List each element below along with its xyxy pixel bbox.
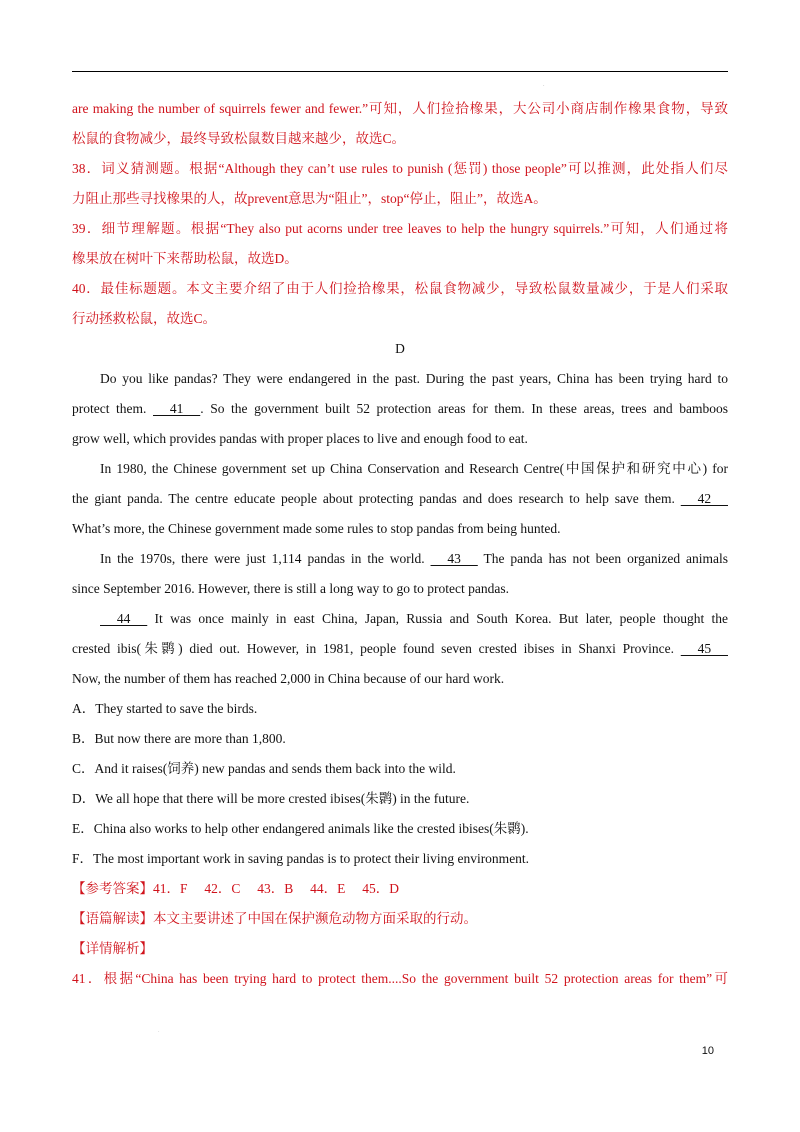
section-label: D	[395, 341, 405, 356]
passage-line: Do you like pandas? They were endangered in the past. During the past years, China has been trying hard to	[100, 371, 728, 386]
passage-text: The panda has not been organized animals	[477, 551, 728, 566]
detail-heading: 【详情解析】	[72, 941, 153, 956]
passage-line: In 1980, the Chinese government set up China Conservation and Research Centre(中国保护和研究中心) for	[100, 461, 728, 476]
explanation-line: 行动拯救松鼠，故选C。	[72, 311, 217, 326]
explanation-line: 力阻止那些寻找橡果的人，故prevent意思为“阻止”，stop“停止，阻止”，故选A。	[72, 191, 547, 206]
option-f: F．The most important work in saving pandas is to protect their living environment.	[72, 851, 530, 866]
passage-summary: 【语篇解读】本文主要讲述了中国在保护濒危动物方面采取的行动。	[72, 911, 477, 926]
blank-42: 42	[680, 491, 728, 506]
blank-43: 43	[430, 551, 478, 566]
passage-text: the giant panda. The centre educate people about protecting pandas and does research to help save them.	[72, 491, 681, 506]
passage-line: What’s more, the Chinese government made some rules to stop pandas from being hunted.	[72, 521, 561, 536]
header-rule	[72, 71, 728, 72]
explanation-line: are making the number of squirrels fewer and fewer.”可知，人们捡拾橡果，大公司小商店制作橡果食物，导致	[72, 101, 728, 116]
blank-44: 44	[100, 611, 148, 626]
explanation-line: 40．最佳标题题。本文主要介绍了由于人们捡拾橡果，松鼠食物减少，导致松鼠数量减少，于是人们采取	[72, 281, 728, 296]
detail-41: 41．根据“China has been trying hard to protect them....So the government built 52 protection areas for them”可	[72, 971, 728, 986]
blank-45: 45	[680, 641, 728, 656]
scan-mark: .	[543, 82, 545, 88]
option-d: D．We all hope that there will be more crested ibises(朱鹮) in the future.	[72, 791, 470, 806]
passage-line: since September 2016. However, there is still a long way to go to protect pandas.	[72, 581, 509, 596]
explanation-line: 38．词义猜测题。根据“Although they can’t use rules to punish (惩罚) those people”可以推测，此处指人们尽	[72, 161, 728, 176]
passage-text: crested ibis(朱鹮) died out. However, in 1981, people found seven crested ibises in Shanxi Province.	[72, 641, 681, 656]
explanation-line: 39．细节理解题。根据“They also put acorns under tree leaves to help the hungry squirrels.”可知，人们通过将	[72, 221, 728, 236]
passage-line	[72, 544, 728, 574]
option-c: C．And it raises(饲养) new pandas and sends them back into the wild.	[72, 761, 456, 776]
passage-text: protect them.	[72, 401, 153, 416]
passage-line	[72, 394, 728, 424]
passage-line: grow well, which provides pandas with proper places to live and enough food to eat.	[72, 431, 528, 446]
passage-line: Now, the number of them has reached 2,000 in China because of our hard work.	[72, 671, 505, 686]
scan-mark: .	[158, 1028, 160, 1034]
option-a: A．They started to save the birds.	[72, 701, 258, 716]
document-page	[72, 94, 728, 994]
page-number: 10	[701, 1045, 714, 1057]
option-b: B．But now there are more than 1,800.	[72, 731, 286, 746]
blank-41: 41	[153, 401, 201, 416]
passage-text: . So the government built 52 protection areas for them. In these areas, trees and bamboos	[200, 401, 729, 416]
passage-text: It was once mainly in east China, Japan, Russia and South Korea. But later, people thought the	[147, 611, 728, 626]
explanation-line: 橡果放在树叶下来帮助松鼠，故选D。	[72, 251, 298, 266]
passage-text: In the 1970s, there were just 1,114 pandas in the world.	[100, 551, 431, 566]
passage-line	[72, 604, 728, 634]
explanation-line: 松鼠的食物减少，最终导致松鼠数目越来越少，故选C。	[72, 131, 406, 146]
answer-key: 【参考答案】41．F 42．C 43．B 44．E 45．D	[72, 881, 400, 896]
option-e: E．China also works to help other endangered animals like the crested ibises(朱鹮).	[72, 821, 529, 836]
passage-line	[72, 484, 728, 514]
passage-line	[72, 634, 728, 664]
